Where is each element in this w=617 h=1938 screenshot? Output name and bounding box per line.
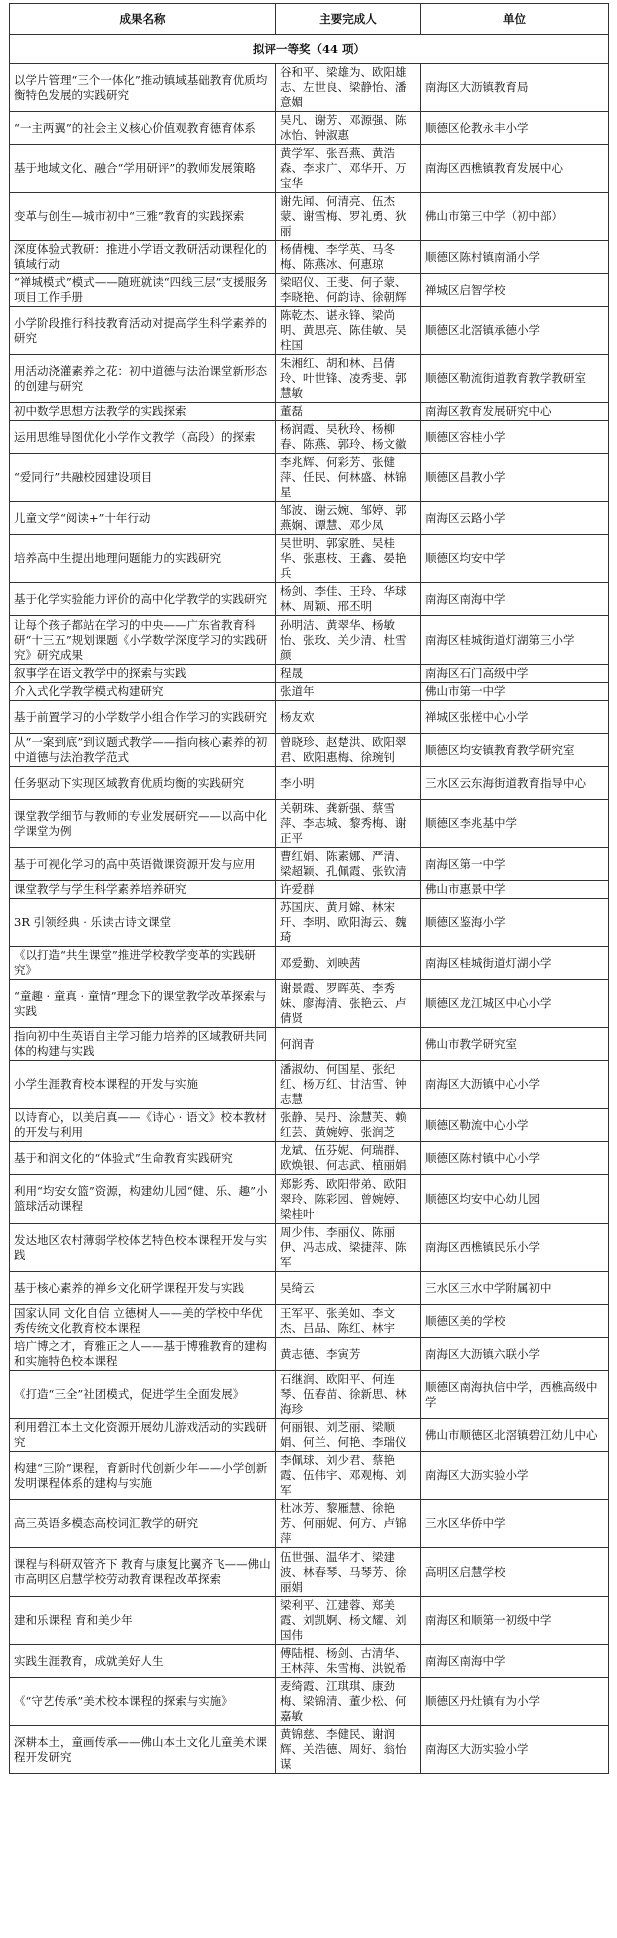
table-row [10, 1597, 609, 1645]
cell-people: 杜冰芳、黎雁慧、徐艳芳、何丽妮、何方、卢锦萍 [276, 1500, 421, 1548]
cell-unit: 佛山市第三中学（初中部） [421, 193, 609, 241]
cell-people: 邹波、谢云婉、邹婷、郭燕娴、谭慧、邓少凤 [276, 502, 421, 535]
cell-people: 梁利平、江建蓉、郑美霞、刘凯婀、杨文耀、刘国伟 [276, 1597, 421, 1645]
cell-unit: 禅城区启智学校 [421, 274, 609, 307]
cell-unit: 南海区第一中学 [421, 848, 609, 881]
table-row [10, 583, 609, 616]
cell-people: 潘淑幼、何国星、张纪红、杨万红、甘洁雪、钟志慧 [276, 1061, 421, 1109]
cell-name: 课程与科研双管齐下 教育与康复比翼齐飞——佛山市高明区启慧学校劳动教育课程改革探索 [10, 1548, 276, 1597]
table-row [10, 1272, 609, 1305]
table-row [10, 800, 609, 848]
table-row [10, 1419, 609, 1452]
cell-name: 变革与创生—城市初中“三雅”教育的实践探索 [10, 193, 276, 241]
cell-name: 《“守艺传承”美术校本课程的探索与实施》 [10, 1678, 276, 1726]
cell-name: 基于化学实验能力评价的高中化学教学的实践研究 [10, 583, 276, 616]
cell-people: 张静、吴丹、涂慧芙、赖红芸、黄婉婷、张润芝 [276, 1109, 421, 1142]
table-row [10, 145, 609, 193]
cell-name: 实践生涯教育，成就美好人生 [10, 1645, 276, 1678]
table-row [10, 701, 609, 734]
cell-unit: 南海区桂城街道灯湖小学 [421, 947, 609, 980]
table-row [10, 1500, 609, 1548]
cell-name: 《打造“三全”社团模式，促进学生全面发展》 [10, 1371, 276, 1419]
table-row [10, 1548, 609, 1597]
table-row [10, 683, 609, 701]
cell-unit: 南海区南海中学 [421, 1645, 609, 1678]
cell-people: 王军平、张美如、李文杰、吕品、陈红、林宇 [276, 1305, 421, 1338]
cell-unit: 顺德区勒流中心小学 [421, 1109, 609, 1142]
cell-name: 培广博之才，育雅正之人——基于博雅教育的建构和实施特色校本课程 [10, 1338, 276, 1371]
header-unit: 单位 [421, 4, 609, 35]
table-row [10, 535, 609, 583]
cell-name: 以诗育心，以美启真——《诗心 · 语文》校本教材的开发与利用 [10, 1109, 276, 1142]
cell-unit: 南海区教育发展研究中心 [421, 403, 609, 421]
cell-people: 关朝珠、龚新强、蔡雪萍、李志城、黎秀梅、谢正平 [276, 800, 421, 848]
cell-people: 吴世明、郭家胜、吴桂华、张惠枝、王鑫、晏艳兵 [276, 535, 421, 583]
table-row [10, 665, 609, 683]
cell-people: 何丽银、刘芝丽、梁顺娟、何兰、何艳、李瑞仪 [276, 1419, 421, 1452]
cell-unit: 南海区大沥镇中心小学 [421, 1061, 609, 1109]
cell-people: 张道年 [276, 683, 421, 701]
table-row [10, 1175, 609, 1224]
table-row [10, 767, 609, 800]
cell-people: 朱湘红、胡和林、吕倩玲、叶世锋、凌秀斐、郭慧敏 [276, 355, 421, 403]
cell-unit: 三水区三水中学附属初中 [421, 1272, 609, 1305]
cell-people: 龙斌、伍芬妮、何瑞群、欧焕银、何志武、植丽娟 [276, 1142, 421, 1175]
cell-unit: 南海区大沥实验小学 [421, 1726, 609, 1774]
cell-unit: 顺德区勒流街道教育教学教研室 [421, 355, 609, 403]
cell-name: 以学片管理“三个一体化”推动镇域基础教育优质均衡特色发展的实践研究 [10, 64, 276, 112]
table-row [10, 734, 609, 767]
table-row [10, 403, 609, 421]
table-row [10, 1028, 609, 1061]
cell-name: 深度体验式教研：推进小学语文教研活动课程化的镇域行动 [10, 241, 276, 274]
table-row [10, 274, 609, 307]
cell-name: 小学阶段推行科技教育活动对提高学生科学素养的研究 [10, 307, 276, 355]
cell-unit: 顺德区均安中学 [421, 535, 609, 583]
header-row [10, 4, 609, 35]
cell-unit: 南海区西樵镇教育发展中心 [421, 145, 609, 193]
cell-people: 苏国庆、黄月嫦、林宋玕、李明、欧阳海云、魏琦 [276, 899, 421, 947]
table-row [10, 980, 609, 1028]
cell-name: 基于和润文化的“体验式”生命教育实践研究 [10, 1142, 276, 1175]
cell-unit: 顺德区龙江城区中心小学 [421, 980, 609, 1028]
document [9, 0, 608, 1774]
cell-unit: 南海区西樵镇民乐小学 [421, 1224, 609, 1272]
cell-people: 曹红娟、陈素娜、严清、梁超颖、孔佩霞、张钦清 [276, 848, 421, 881]
cell-people: 谢景霞、罗晖英、李秀妹、廖海清、张艳云、卢倩贤 [276, 980, 421, 1028]
cell-name: 小学生涯教育校本课程的开发与实施 [10, 1061, 276, 1109]
cell-name: 高三英语多模态高校词汇教学的研究 [10, 1500, 276, 1548]
awards-table [9, 3, 609, 1774]
table-row [10, 193, 609, 241]
table-row [10, 307, 609, 355]
cell-people: 麦绮霞、江琪琪、康劲梅、梁锦清、董少松、何嘉敏 [276, 1678, 421, 1726]
cell-unit: 顺德区陈村镇南涌小学 [421, 241, 609, 274]
cell-people: 黄锦慈、李健民、谢润辉、关浩德、周好、翁怡谋 [276, 1726, 421, 1774]
table-row [10, 1224, 609, 1272]
table-row [10, 421, 609, 454]
cell-name: 初中数学思想方法教学的实践探索 [10, 403, 276, 421]
cell-name: 建和乐课程 育和美少年 [10, 1597, 276, 1645]
cell-name: 课堂教学细节与教师的专业发展研究——以高中化学课堂为例 [10, 800, 276, 848]
cell-unit: 顺德区美的学校 [421, 1305, 609, 1338]
cell-name: 培养高中生提出地理问题能力的实践研究 [10, 535, 276, 583]
cell-unit: 三水区华侨中学 [421, 1500, 609, 1548]
table-row [10, 1305, 609, 1338]
cell-unit: 南海区大沥镇教育局 [421, 64, 609, 112]
cell-people: 李佩球、刘少君、蔡艳霞、伍伟宇、邓观梅、刘军 [276, 1452, 421, 1500]
table-row [10, 1452, 609, 1500]
table-row [10, 1109, 609, 1142]
table-row [10, 1338, 609, 1371]
header-name: 成果名称 [10, 4, 276, 35]
table-row [10, 1678, 609, 1726]
cell-people: 周少伟、李丽仪、陈丽伊、冯志成、梁捷萍、陈军 [276, 1224, 421, 1272]
cell-name: 用活动浇灌素养之花：初中道德与法治课堂新形态的创建与研究 [10, 355, 276, 403]
cell-name: 利用“均安女篮”资源，构建幼儿园“健、乐、趣”小篮球活动课程 [10, 1175, 276, 1224]
cell-name: 利用碧江本土文化资源开展幼儿游戏活动的实践研究 [10, 1419, 276, 1452]
cell-people: 陈乾杰、谌永锋、梁尚明、黄思亮、陈佳敏、吴柱国 [276, 307, 421, 355]
cell-unit: 南海区云路小学 [421, 502, 609, 535]
cell-name: 基于核心素养的禅乡文化研学课程开发与实践 [10, 1272, 276, 1305]
cell-name: 运用思维导图优化小学作文教学（高段）的探索 [10, 421, 276, 454]
cell-unit: 佛山市教学研究室 [421, 1028, 609, 1061]
table-row [10, 64, 609, 112]
cell-people: 傅陆棍、杨剑、古清华、王林萍、朱雪梅、洪锐希 [276, 1645, 421, 1678]
cell-name: 课堂教学与学生科学素养培养研究 [10, 881, 276, 899]
cell-unit: 佛山市第一中学 [421, 683, 609, 701]
header-people: 主要完成人 [276, 4, 421, 35]
table-row [10, 1142, 609, 1175]
cell-unit: 顺德区昌教小学 [421, 454, 609, 502]
table-row [10, 355, 609, 403]
cell-people: 孙明洁、黄翠华、杨敏怡、张玫、关少清、杜雪颜 [276, 616, 421, 665]
cell-unit: 顺德区均安镇教育教学研究室 [421, 734, 609, 767]
cell-name: 基于可视化学习的高中英语微课资源开发与应用 [10, 848, 276, 881]
cell-name: 儿童文学“阅读+”十年行动 [10, 502, 276, 535]
cell-name: 任务驱动下实现区域教育优质均衡的实践研究 [10, 767, 276, 800]
cell-people: 杨润霞、吴秋玲、杨柳春、陈燕、郭玲、杨文徽 [276, 421, 421, 454]
cell-unit: 南海区和顺第一初级中学 [421, 1597, 609, 1645]
cell-unit: 顺德区鉴海小学 [421, 899, 609, 947]
cell-unit: 高明区启慧学校 [421, 1548, 609, 1597]
cell-name: 3R 引领经典 · 乐读古诗文课堂 [10, 899, 276, 947]
cell-name: “禅城模式”模式——随班就读“四线三层”支援服务项目工作手册 [10, 274, 276, 307]
table-row [10, 848, 609, 881]
table-row [10, 112, 609, 145]
cell-name: 指向初中生英语自主学习能力培养的区域教研共同体的构建与实践 [10, 1028, 276, 1061]
cell-people: 黄志德、李寅芳 [276, 1338, 421, 1371]
table-row [10, 454, 609, 502]
cell-people: 程晟 [276, 665, 421, 683]
cell-people: 伍世强、温华才、梁建波、林春琴、马琴芳、徐丽娟 [276, 1548, 421, 1597]
cell-people: 谢先闻、何清亮、伍杰蒙、谢雪梅、罗礼勇、狄丽 [276, 193, 421, 241]
cell-name: 介入式化学教学模式构建研究 [10, 683, 276, 701]
cell-people: 杨倩槐、李学英、马冬梅、陈燕冰、何惠琼 [276, 241, 421, 274]
cell-people: 吴凡、谢芳、邓源强、陈冰怡、钟淑惠 [276, 112, 421, 145]
cell-unit: 南海区桂城街道灯湖第三小学 [421, 616, 609, 665]
cell-name: 构建“三阶”课程，育新时代创新少年——小学创新发明课程体系的建构与实施 [10, 1452, 276, 1500]
cell-people: 李兆辉、何彩芳、张健萍、任民、何林盛、林锦星 [276, 454, 421, 502]
cell-unit: 顺德区南海执信中学，西樵高级中学 [421, 1371, 609, 1419]
cell-name: “爱同行”共融校园建设项目 [10, 454, 276, 502]
cell-name: 让每个孩子都站在学习的中央——广东省教育科研“十三五”规划课题《小学数学深度学习的实践研究》研究成果 [10, 616, 276, 665]
cell-unit: 三水区云东海街道教育指导中心 [421, 767, 609, 800]
table-row [10, 1061, 609, 1109]
cell-unit: 佛山市顺德区北滘镇碧江幼儿中心 [421, 1419, 609, 1452]
cell-name: 基于前置学习的小学数学小组合作学习的实践研究 [10, 701, 276, 734]
cell-unit: 顺德区伦教永丰小学 [421, 112, 609, 145]
cell-unit: 顺德区容桂小学 [421, 421, 609, 454]
cell-unit: 顺德区北滘镇承德小学 [421, 307, 609, 355]
cell-name: 国家认同 文化自信 立德树人——美的学校中华优秀传统文化教育校本课程 [10, 1305, 276, 1338]
cell-people: 黄学军、张吾燕、黄浩森、李求广、邓华开、万宝华 [276, 145, 421, 193]
cell-people: 石继润、欧阳平、何连琴、伍春苗、徐新思、林海珍 [276, 1371, 421, 1419]
cell-unit: 南海区大沥镇六联小学 [421, 1338, 609, 1371]
table-row [10, 947, 609, 980]
cell-unit: 佛山市惠景中学 [421, 881, 609, 899]
table-row [10, 1645, 609, 1678]
cell-people: 邓爱勤、刘映茜 [276, 947, 421, 980]
cell-people: 李小明 [276, 767, 421, 800]
cell-people: 杨剑、李佳、王玲、华球林、周颖、邢丕明 [276, 583, 421, 616]
cell-unit: 顺德区李兆基中学 [421, 800, 609, 848]
cell-people: 许爱群 [276, 881, 421, 899]
cell-name: 基于地域文化、融合“学用研评”的教师发展策略 [10, 145, 276, 193]
cell-people: 谷和平、梁雄为、欧阳雄志、左世良、梁静怡、潘意媚 [276, 64, 421, 112]
cell-people: 董磊 [276, 403, 421, 421]
cell-people: 吴绮云 [276, 1272, 421, 1305]
cell-name: 叙事学在语文教学中的探索与实践 [10, 665, 276, 683]
cell-people: 曾晓珍、赵楚洪、欧阳翠君、欧阳惠梅、徐琬钊 [276, 734, 421, 767]
table-row [10, 241, 609, 274]
cell-unit: 顺德区均安中心幼儿园 [421, 1175, 609, 1224]
table-row [10, 1726, 609, 1774]
table-row [10, 502, 609, 535]
cell-unit: 南海区大沥实验小学 [421, 1452, 609, 1500]
cell-name: 深耕本土，童画传承——佛山本土文化儿童美术课程开发研究 [10, 1726, 276, 1774]
table-row [10, 899, 609, 947]
cell-unit: 南海区南海中学 [421, 583, 609, 616]
cell-unit: 禅城区张槎中心小学 [421, 701, 609, 734]
cell-unit: 顺德区陈村镇中心小学 [421, 1142, 609, 1175]
table-row [10, 1371, 609, 1419]
table-row [10, 881, 609, 899]
cell-unit: 南海区石门高级中学 [421, 665, 609, 683]
cell-name: “一主两翼”的社会主义核心价值观教育德育体系 [10, 112, 276, 145]
cell-name: “童趣 · 童真 · 童情”理念下的课堂教学改革探索与实践 [10, 980, 276, 1028]
section-row [10, 35, 609, 64]
table-row [10, 616, 609, 665]
cell-people: 梁昭仪、王斐、何子蒙、李晓艳、何韵诗、徐朝辉 [276, 274, 421, 307]
cell-name: 发达地区农村薄弱学校体艺特色校本课程开发与实践 [10, 1224, 276, 1272]
cell-unit: 顺德区丹灶镇有为小学 [421, 1678, 609, 1726]
cell-people: 杨友欢 [276, 701, 421, 734]
cell-people: 何润青 [276, 1028, 421, 1061]
cell-name: 《以打造“共生课堂”推进学校教学变革的实践研究》 [10, 947, 276, 980]
cell-people: 郑影秀、欧阳带弟、欧阳翠玲、陈彩园、曾婉婷、梁桂叶 [276, 1175, 421, 1224]
section-title: 拟评一等奖（44 项） [10, 35, 609, 64]
cell-name: 从“一案到底”到议题式教学——指向核心素养的初中道德与法治教学范式 [10, 734, 276, 767]
